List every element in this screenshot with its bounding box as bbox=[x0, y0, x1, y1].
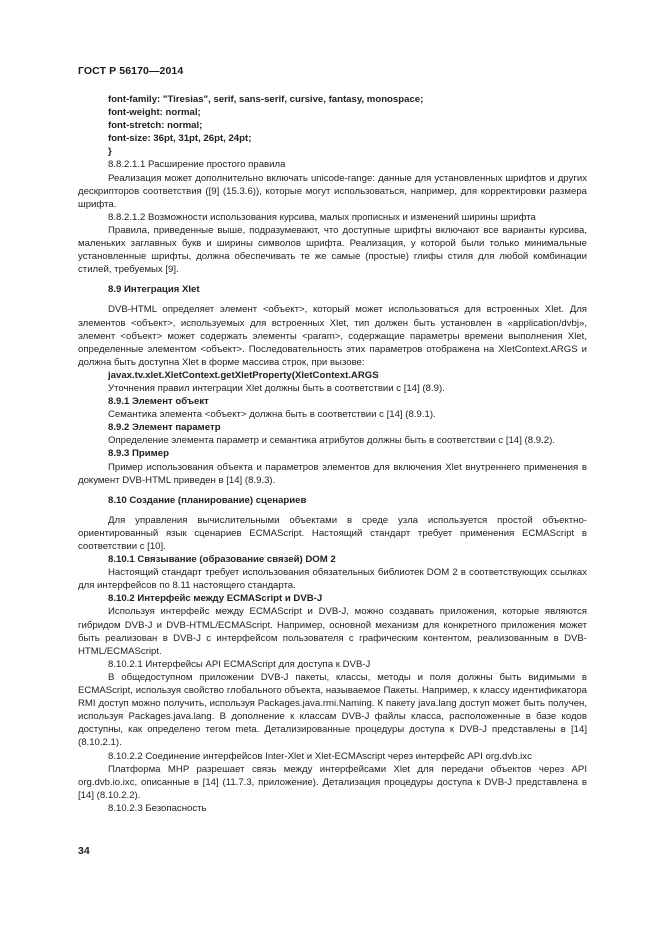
subsection-heading-8-10-1: 8.10.1 Связывание (образование связей) DOM 2 bbox=[108, 554, 336, 566]
section-heading-8-10: 8.10 Создание (планирование) сценариев bbox=[108, 494, 307, 506]
paragraph: Для управления вычислительными объектами в среде узла используется простой объектно-ориентированный язык сценариев ECMAScript. Настоящий стандарт требует применения ECMAScript в соответствии с [10]. bbox=[78, 514, 587, 552]
subsection-title: 8.8.2.1.2 Возможности использования курсива, малых прописных и изменений ширины шрифта bbox=[108, 211, 536, 223]
subsection-title: 8.10.2.1 Интерфейсы API ECMAScript для доступа к DVB-J bbox=[108, 658, 371, 670]
paragraph: Правила, приведенные выше, подразумевают, что доступные шрифты включают все варианты курсива, маленьких заглавных букв и ширины символов шрифта. Реализация, у которой были только минимальные установленные шрифты, должна обеспечивать те же самые (простые) глифы стиля для любой комбинации стилей, требуемых [9]. bbox=[78, 224, 587, 276]
code-line-xlet-property: javax.tv.xlet.XletContext.getXletProperty(XletContext.ARGS bbox=[108, 369, 379, 381]
paragraph: Настоящий стандарт требует использования обязательных библиотек DOM 2 в соответствующих ссылках для интерфейсов по 8.11 настоящего стандарта. bbox=[78, 567, 587, 592]
subsection-title: 8.8.2.1.1 Расширение простого правила bbox=[108, 159, 286, 171]
subsection-title: 8.10.2.3 Безопасность bbox=[108, 802, 207, 814]
subsection-heading-8-9-3: 8.9.3 Пример bbox=[108, 448, 169, 460]
document-body bbox=[78, 93, 587, 815]
code-line-font-family: font-family: "Tiresias", serif, sans-serif, cursive, fantasy, monospace; bbox=[108, 94, 424, 105]
standard-header: ГОСТ Р 56170—2014 bbox=[78, 65, 184, 77]
section-heading-8-9: 8.9 Интеграция Xlet bbox=[108, 284, 200, 296]
paragraph: Семантика элемента <объект> должна быть в соответствии с [14] (8.9.1). bbox=[108, 409, 436, 421]
code-line-closing-brace: } bbox=[108, 146, 112, 158]
paragraph: Платформа MHP разрешает связь между интерфейсами Xlet для передачи объектов через API org.dvb.io.ixc, описанные в [14] (11.7.3, приложение). Детализация процедуры доступа к DVB-J представлена в [14] (8.10.2.2). bbox=[78, 763, 587, 801]
code-line-font-stretch: font-stretch: normal; bbox=[108, 120, 203, 132]
paragraph: В общедоступном приложении DVB-J пакеты, классы, методы и поля должны быть видимыми в ECMAScript, используя свойство глобального объекта, называемое Пакеты. Например, к классу идентификатора RMI доступ можно получить, используя Packages.java.rmi.Naming. К пакету java.lang доступ может быть получен, используя Packages.java.lang. В дополнение к классам DVB-J файлы класса, расположенные в базе кодов доступны, как определено тегом meta. Детализированные процедуры доступа к DVB-J представлены в [14] (8.10.2.1). bbox=[78, 671, 587, 749]
paragraph: Уточнения правил интеграции Xlet должны быть в соответствии с [14] (8.9). bbox=[108, 382, 445, 394]
paragraph: Определение элемента параметр и семантика атрибутов должны быть в соответствии с [14] (8.9.2). bbox=[108, 435, 555, 447]
subsection-heading-8-9-2: 8.9.2 Элемент параметр bbox=[108, 422, 221, 434]
subsection-heading-8-9-1: 8.9.1 Элемент объект bbox=[108, 396, 209, 408]
code-line-font-weight: font-weight: normal; bbox=[108, 107, 201, 119]
paragraph: Используя интерфейс между ECMAScript и DVB-J, можно создавать приложения, которые являются гибридом DVB-J и DVB-HTML/ECMAScript. Например, основной механизм для конкретного приложения может быть реализован в DVB-J с интерфейсом пользователя с графическим контентом, реализованным в DVB-HTML/ECMAScript. bbox=[78, 606, 587, 657]
code-line-font-size: font-size: 36pt, 31pt, 26pt, 24pt; bbox=[108, 133, 252, 145]
paragraph: DVB-HTML определяет элемент <объект>, который может использоваться для встроенных Xlet. Для элементов <объект>, используемых для встроенных Xlet, тип должен быть установлен в «application/dvbj», элемент <объект> может содержать элементы <param>, содержащие параметры времени выполнения Xlet, определенные элементом <объект>. Последовательность этих параметров отображена на XletContext.ARGS и должна быть доступна Xlet в форме массива строк, при вызове: bbox=[78, 304, 587, 368]
paragraph: Пример использования объекта и параметров элементов для включения Xlet внутреннего применения в документ DVB-HTML приведен в [14] (8.9.3). bbox=[78, 461, 587, 486]
subsection-heading-8-10-2: 8.10.2 Интерфейс между ECMAScript и DVB-J bbox=[108, 593, 323, 605]
page-number: 34 bbox=[78, 845, 90, 857]
paragraph: Реализация может дополнительно включать unicode-range: данные для установленных шрифтов и других дескрипторов соответствия ([9] (15.3.6)), которые могут использоваться, например, для корректировки размера шрифта. bbox=[78, 172, 587, 210]
subsection-title: 8.10.2.2 Соединение интерфейсов Inter-Xlet и Xlet-ECMAscript через интерфейс API org.dvb.ixc bbox=[108, 750, 532, 762]
